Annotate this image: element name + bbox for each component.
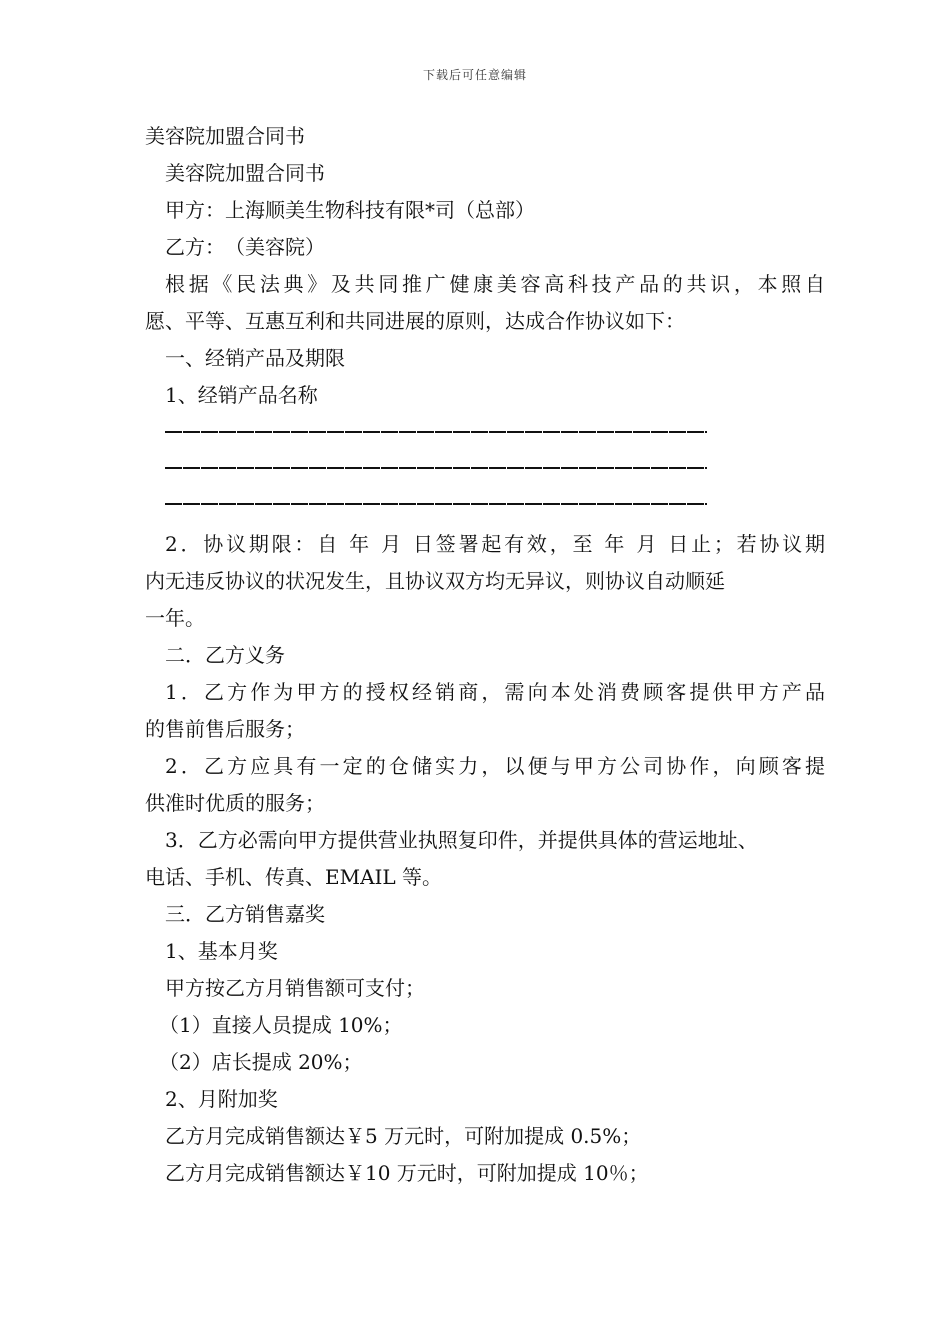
- fill-in-line: [145, 450, 825, 486]
- item-3-2-2: 乙方月完成销售额达￥10 万元时，可附加提成 10％；: [165, 1161, 649, 1185]
- item-1-2-line-1: 2．协议期限：自 年 月 日签署起有效，至 年 月 日止；若协议期: [165, 532, 825, 556]
- document-body: [145, 118, 825, 1192]
- document-subtitle: 美容院加盟合同书: [165, 161, 325, 185]
- item-2-3-line-1: 3．乙方必需向甲方提供营业执照复印件，并提供具体的营运地址、: [165, 828, 758, 852]
- item-1-2-line-2: 内无违反协议的状况发生，且协议双方均无异议，则协议自动顺延: [145, 569, 725, 593]
- fill-in-rule: [165, 503, 707, 505]
- section-2-title: 二．乙方义务: [165, 643, 285, 667]
- item-1-2-line-3: 一年。: [145, 606, 205, 630]
- section-3-title: 三．乙方销售嘉奖: [165, 902, 325, 926]
- fill-in-line: [145, 414, 825, 450]
- item-3-2-1: 乙方月完成销售额达￥5 万元时，可附加提成 0.5%；: [165, 1124, 642, 1148]
- document-title: 美容院加盟合同书: [145, 124, 305, 148]
- item-3-1-1: （1）直接人员提成 10%；: [159, 1013, 403, 1037]
- item-3-1-2: （2）店长提成 20%；: [159, 1050, 363, 1074]
- item-3-1: 1、基本月奖: [165, 939, 278, 963]
- item-2-2-line-2: 供准时优质的服务；: [145, 791, 325, 815]
- fill-in-rule: [165, 467, 707, 469]
- preamble-line-1: 根据《民法典》及共同推广健康美容高科技产品的共识，本照自: [165, 272, 825, 296]
- preamble-line-2: 愿、平等、互惠互利和共同进展的原则，达成合作协议如下：: [145, 309, 685, 333]
- party-b: 乙方： （美容院）: [165, 235, 325, 259]
- item-3-2: 2、月附加奖: [165, 1087, 278, 1111]
- item-2-3-line-2: 电话、手机、传真、EMAIL 等。: [145, 865, 443, 889]
- item-2-1-line-1: 1．乙方作为甲方的授权经销商，需向本处消费顾客提供甲方产品: [165, 680, 825, 704]
- fill-in-rule: [165, 431, 707, 433]
- item-3-1-description: 甲方按乙方月销售额可支付；: [165, 976, 425, 1000]
- section-1-title: 一、经销产品及期限: [165, 346, 345, 370]
- party-a: 甲方：上海顺美生物科技有限*司（总部）: [165, 198, 535, 222]
- item-2-2-line-1: 2．乙方应具有一定的仓储实力，以便与甲方公司协作，向顾客提: [165, 754, 825, 778]
- item-1-1: 1、经销产品名称: [165, 383, 318, 407]
- item-2-1-line-2: 的售前售后服务；: [145, 717, 305, 741]
- page-header-note: 下载后可任意编辑: [422, 68, 527, 82]
- fill-in-line: [145, 486, 825, 522]
